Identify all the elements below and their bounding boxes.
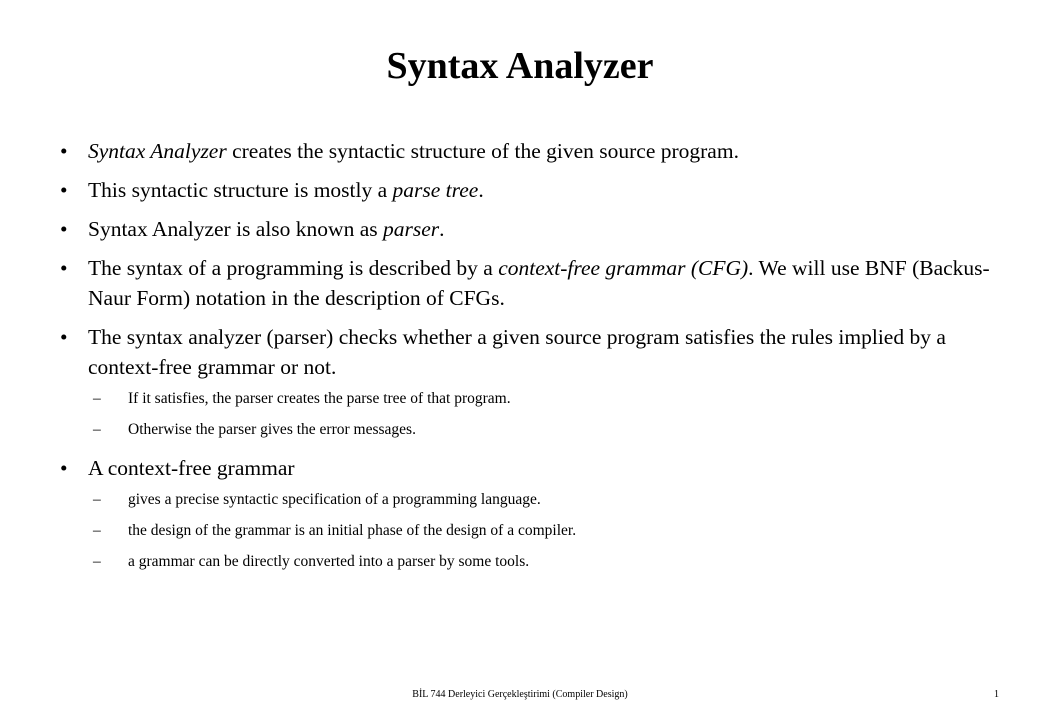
bullet-list [60, 136, 1020, 585]
slide-footer: BİL 744 Derleyici Gerçekleştirimi (Compiler Design) [412, 689, 628, 700]
sub-bullet-text: gives a precise syntactic specification of a programming language. [128, 491, 541, 508]
bullet-text: . We will use BNF (Backus-Naur Form) notation in the description of CFGs. [88, 256, 990, 310]
sub-bullet-text: the design of the grammar is an initial phase of the design of a compiler. [128, 522, 577, 539]
bullet-text: . [439, 217, 445, 241]
sub-bullet-item [60, 520, 1020, 542]
bullet-text: A context-free grammar [88, 456, 295, 480]
bullet-text-italic: context-free grammar (CFG) [498, 256, 749, 280]
bullet-item [60, 322, 1020, 382]
bullet-marker: • [60, 139, 68, 163]
sub-bullet-marker: – [93, 421, 101, 438]
sub-bullet-item [60, 551, 1020, 573]
sub-bullet-marker: – [93, 390, 101, 407]
sub-bullet-marker: – [93, 522, 101, 539]
sub-bullet-marker: – [93, 553, 101, 570]
sub-bullet-text: Otherwise the parser gives the error messages. [128, 421, 416, 438]
bullet-item [60, 214, 1020, 244]
bullet-item [60, 453, 1020, 483]
slide-title: Syntax Analyzer [386, 45, 654, 87]
bullet-text: . [478, 178, 484, 202]
bullet-text-italic: parse tree [392, 178, 479, 202]
bullet-marker: • [60, 256, 68, 280]
bullet-item [60, 136, 1020, 166]
sub-bullet-item [60, 388, 1020, 410]
page-number: 1 [994, 689, 999, 700]
bullet-text: Syntax Analyzer is also known as [88, 217, 383, 241]
sub-bullet-item [60, 489, 1020, 511]
sub-bullet-marker: – [93, 491, 101, 508]
bullet-marker: • [60, 325, 68, 349]
bullet-marker: • [60, 456, 68, 480]
bullet-marker: • [60, 178, 68, 202]
bullet-item [60, 253, 1020, 313]
bullet-marker: • [60, 217, 68, 241]
bullet-text-italic: parser [383, 217, 440, 241]
bullet-text: creates the syntactic structure of the given source program. [226, 139, 739, 163]
bullet-text: The syntax analyzer (parser) checks whether a given source program satisfies the rules implied by a context-free grammar or not. [88, 325, 946, 379]
sub-bullet-text: a grammar can be directly converted into a parser by some tools. [128, 553, 530, 570]
sub-bullet-item [60, 419, 1020, 441]
bullet-text: The syntax of a programming is described by a [88, 256, 499, 280]
bullet-text-italic: Syntax Analyzer [88, 139, 227, 163]
bullet-item [60, 175, 1020, 205]
sub-bullet-text: If it satisfies, the parser creates the parse tree of that program. [128, 390, 511, 407]
bullet-text: This syntactic structure is mostly a [88, 178, 393, 202]
